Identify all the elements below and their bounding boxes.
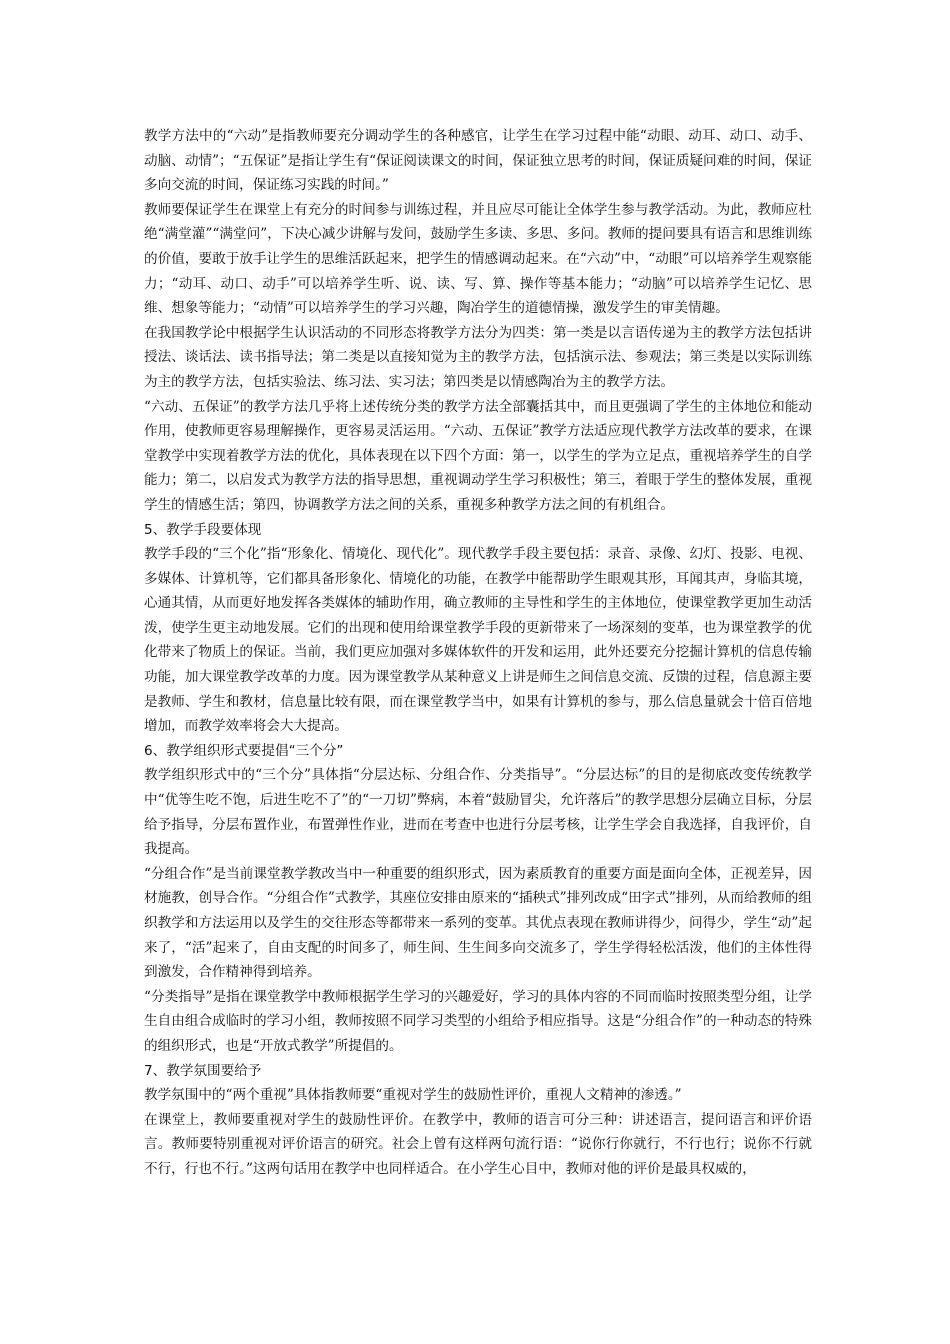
paragraph-method-optimization: “六动、五保证”的教学方法几乎将上述传统分类的教学方法全部囊括其中，而且更强调了学生的主体地位和能动作用，使教师更容易理解操作，更容易灵活运用。“六动、五保证”教学方法适应现代教学方法改革的要求，在课堂教学中实现着教学方法的优化，具体表现在以下四个方面：第一，以学生的学为立足点，重视培养学生的自学能力；第二，以启发式为教学方法的指导思想，重视调动学生学习积极性；第三，着眼于学生的整体发展，重视学生的情感生活；第四，协调教学方法之间的关系，重视多种教学方法之间的有机组合。 — [144, 398, 812, 513]
paragraph-time-for-participation: 教师要保证学生在课堂上有充分的时间参与训练过程，并且应尽可能让全体学生参与教学活动。为此，教师应杜绝“满堂灌”“满堂问”，下决心减少讲解与发问，鼓励学生多读、多思、多问。教师的提问要具有语言和思维训练的价值，要敢于放手让学生的思维活跃起来，把学生的情感调动起来。在“六动”中，“动眼”可以培养学生观察能力；“动耳、动口、动手”可以培养学生听、说、读、写、算、操作等基本能力；“动脑”可以培养学生记忆、思维、想象等能力；“动情”可以培养学生的学习兴趣，陶冶学生的道德情操，激发学生的审美情趣。 — [144, 201, 812, 317]
section-heading-5: 5、教学手段要体现 — [144, 521, 262, 538]
paragraph-four-method-types: 在我国教学论中根据学生认识活动的不同形态将教学方法分为四类：第一类是以言语传递为主的教学方法包括讲授法、谈话法、读书指导法；第二类是以直接知觉为主的教学方法，包括演示法、参观法；第三类是以实际训练为主的教学方法，包括实验法、练习法、实习法；第四类是以情感陶冶为主的教学方法。 — [144, 324, 812, 390]
paragraph-group-cooperation: “分组合作”是当前课堂教学教改当中一种重要的组织形式，因为素质教育的重要方面是面向全体，正视差异，因材施教，创导合作。“分组合作”式教学，其座位安排由原来的“插秧式”排列改成“田字式”排列，从而给教师的组织教学和方法运用以及学生的交往形态等都带来一系列的变革。其优点表现在教师讲得少，问得少，学生“动”起来了，“活”起来了，自由支配的时间多了，师生间、生生间多向交流多了，学生学得轻松活泼，他们的主体性得到激发，合作精神得到培养。 — [144, 865, 812, 981]
paragraph-teaching-means: 教学手段的“三个化”指“形象化、情境化、现代化”。现代教学手段主要包括：录音、录像、幻灯、投影、电视、多媒体、计算机等，它们都具备形象化、情境化的功能，在教学中能帮助学生眼观其形，耳闻其声，身临其境，心通其情，从而更好地发挥各类媒体的辅助作用，确立教师的主导性和学生的主体地位，使课堂教学更加生动活泼，使学生更主动地发展。它们的出现和使用给课堂教学手段的更新带来了一场深刻的变革，也为课堂教学的优化带来了物质上的保证。当前，我们更应加强对多媒体软件的开发和运用，此外还要充分挖掘计算机的信息传输功能，加大课堂教学改革的力度。因为课堂教学从某种意义上讲是师生之间信息交流、反馈的过程，信息源主要是教师、学生和教材，信息量比较有限，而在课堂教学当中，如果有计算机的参与，那么信息量就会十倍百倍地增加，而教学效率将会大大提高。 — [144, 546, 812, 735]
paragraph-two-emphases: 教学氛围中的“两个重视”具体指教师要“重视对学生的鼓励性评价，重视人文精神的渗透。” — [144, 1087, 682, 1104]
paragraph-encouraging-evaluation: 在课堂上，教师要重视对学生的鼓励性评价。在教学中，教师的语言可分三种：讲述语言，提问语言和评价语言。教师要特别重视对评价语言的研究。社会上曾有这样两句流行语：“说你行你就行，不行也行；说你不行就不行，行也不行。”这两句话用在教学中也同样适合。在小学生心目中，教师对他的评价是最具权威的， — [144, 1111, 812, 1177]
section-heading-6: 6、教学组织形式要提倡“三个分” — [144, 742, 344, 759]
document-body — [144, 124, 812, 1182]
paragraph-category-guidance: “分类指导”是指在课堂教学中教师根据学生学习的兴趣爱好，学习的具体内容的不同而临时按照类型分组，让学生自由组合成临时的学习小组，教师按照不同学习类型的小组给予相应指导。这是“分组合作”的一种动态的特殊的组织形式，也是“开放式教学”所提倡的。 — [144, 988, 812, 1054]
paragraph-layered-targets: 教学组织形式中的“三个分”具体指“分层达标、分组合作、分类指导”。“分层达标”的目的是彻底改变传统教学中“优等生吃不饱，后进生吃不了”的“一刀切”弊病，本着“鼓励冒尖，允许落后”的教学思想分层确立目标，分层给予指导，分层布置作业，布置弹性作业，进而在考查中也进行分层考核，让学生学会自我选择，自我评价，自我提高。 — [144, 767, 812, 858]
section-heading-7: 7、教学氛围要给予 — [144, 1062, 262, 1079]
paragraph-six-moves-definition: 教学方法中的“六动”是指教师要充分调动学生的各种感官，让学生在学习过程中能“动眼、动耳、动口、动手、动脑、动情”；“五保证”是指让学生有“保证阅读课文的时间，保证独立思考的时间，保证质疑问难的时间，保证多向交流的时间，保证练习实践的时间。” — [144, 128, 812, 194]
